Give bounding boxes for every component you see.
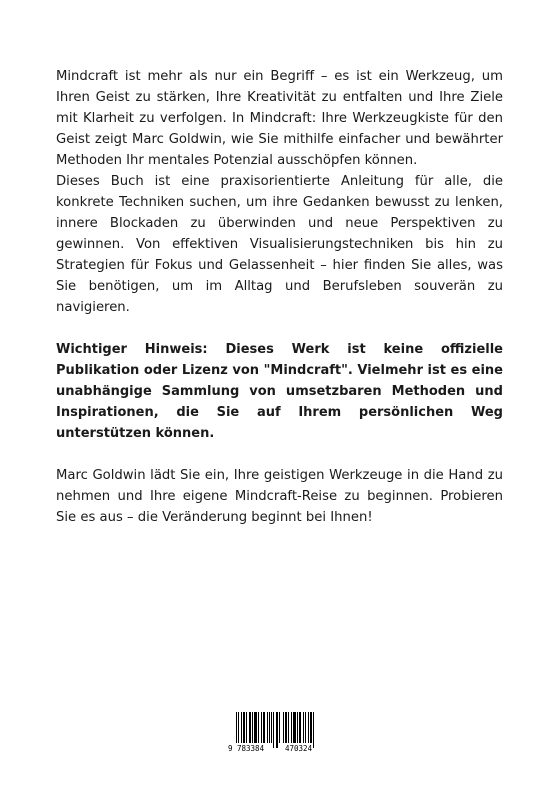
barcode-bar [246, 712, 247, 743]
barcode-bar [243, 712, 245, 743]
barcode-bar [291, 712, 292, 743]
barcode-bar [283, 712, 284, 743]
barcode-bar [285, 712, 287, 743]
barcode-bar [308, 712, 309, 743]
spacer [56, 444, 503, 465]
barcode-bar [267, 712, 268, 743]
barcode-bar [297, 712, 298, 743]
notice-paragraph: Wichtiger Hinweis: Dieses Werk ist keine offizielle Publikation oder Lizenz von "Mindcraft". Vielmehr ist es eine unabhängige Sammlung von umsetzbaren Methoden und Inspirationen, die Sie auf Ihrem persönlichen Weg unterstützen können. [56, 342, 503, 441]
isbn-barcode [228, 710, 332, 762]
barcode-bar [261, 712, 262, 743]
barcode-bar [303, 712, 304, 743]
description-paragraph: Dieses Buch ist eine praxisorientierte Anleitung für alle, die konkrete Techniken suchen, um ihre Gedanken bewusst zu lenken, innere Blockaden zu überwinden und neue Perspektiven zu gewinnen. Von effektiven Visualisierungstechniken bis hin zu Strategien für Fokus und Gelassenheit – hier finden Sie alles, was Sie benötigen, um im Alltag und Berufsleben souverän zu navigieren. [56, 174, 503, 315]
barcode-bar [269, 712, 270, 743]
barcode-bar [299, 712, 301, 743]
barcode-bar [249, 712, 251, 743]
barcode-bar [305, 712, 306, 743]
closing-paragraph: Marc Goldwin lädt Sie ein, Ihre geistigen Werkzeuge in die Hand zu nehmen und Ihre eigene Mindcraft-Reise zu beginnen. Probieren Sie es aus – die Veränderung beginnt bei Ihnen! [56, 468, 503, 525]
barcode-bar [254, 712, 257, 743]
barcode-digits [228, 743, 332, 755]
spacer [56, 318, 503, 339]
barcode-bar [279, 712, 280, 743]
barcode-first-digit: 9 [228, 744, 233, 753]
barcode-bar [310, 712, 312, 743]
barcode-bar [263, 712, 265, 743]
barcode-bar [288, 712, 289, 743]
barcode-bar [293, 712, 296, 743]
barcode-bar [252, 712, 253, 743]
barcode-bar [241, 712, 242, 743]
intro-paragraph: Mindcraft ist mehr als nur ein Begriff – es ist ein Werkzeug, um Ihren Geist zu stärken, Ihre Kreativität zu entfalten und Ihre Ziele mit Klarheit zu verfolgen. In Mindcraft: Ihre Werkzeugkiste für den Geist zeigt Marc Goldwin, wie Sie mithilfe einfacher und bewährter Methoden Ihr mentales Potenzial ausschöpfen können. [56, 69, 503, 168]
barcode-right-group: 470324 [285, 744, 313, 753]
back-cover-text [56, 66, 503, 528]
barcode-bar [271, 712, 272, 743]
barcode-left-group: 783384 [237, 744, 265, 753]
barcode-bar [258, 712, 259, 743]
